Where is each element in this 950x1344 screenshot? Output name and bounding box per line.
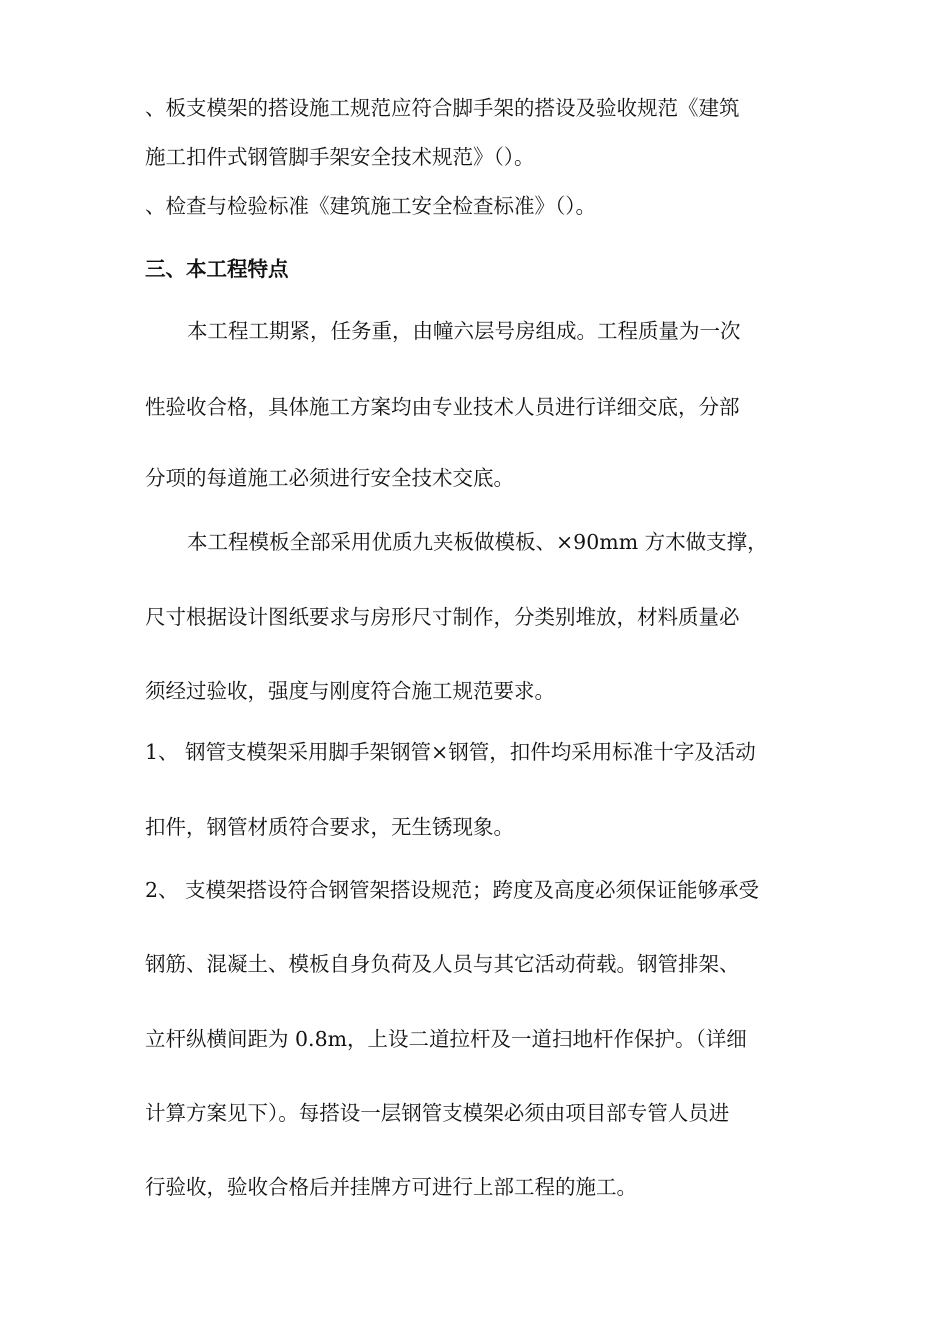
paragraph-first-line: 本工程模板全部采用优质九夹板做模板、×90mm 方木做支撑， [187,530,768,554]
text-line: 计算方案见下）。每搭设一层钢管支模架必须由项目部专管人员进 [145,1101,730,1125]
text-line: 、板支模架的搭设施工规范应符合脚手架的搭设及验收规范《建筑 [145,96,740,120]
list-item-first-line: 1、 钢管支模架采用脚手架钢管×钢管，扣件均采用标准十字及活动 [145,740,756,764]
list-item-first-line: 2、 支模架搭设符合钢管架搭设规范；跨度及高度必须保证能够承受 [145,878,760,902]
text-line: 分项的每道施工必须进行安全技术交底。 [145,466,514,490]
text-line: 尺寸根据设计图纸要求与房形尺寸制作，分类别堆放，材料质量必 [145,605,740,629]
section-heading: 三、本工程特点 [145,257,289,281]
text-line: 性验收合格，具体施工方案均由专业技术人员进行详细交底，分部 [145,395,740,419]
text-line: 施工扣件式钢管脚手架安全技术规范》（）。 [145,145,535,169]
text-line: 须经过验收，强度与刚度符合施工规范要求。 [145,679,555,703]
text-line: 钢筋、混凝土、模板自身负荷及人员与其它活动荷载。钢管排架、 [145,952,740,976]
text-line: 扣件，钢管材质符合要求，无生锈现象。 [145,815,514,839]
text-line: 立杆纵横间距为 0.8m，上设二道拉杆及一道扫地杆作保护。（详细 [145,1027,747,1051]
text-line: 行验收，验收合格后并挂牌方可进行上部工程的施工。 [145,1175,637,1199]
paragraph-first-line: 本工程工期紧，任务重，由幢六层号房组成。工程质量为一次 [187,319,741,343]
text-line: 、检查与检验标准《建筑施工安全检查标准》（）。 [145,194,596,218]
